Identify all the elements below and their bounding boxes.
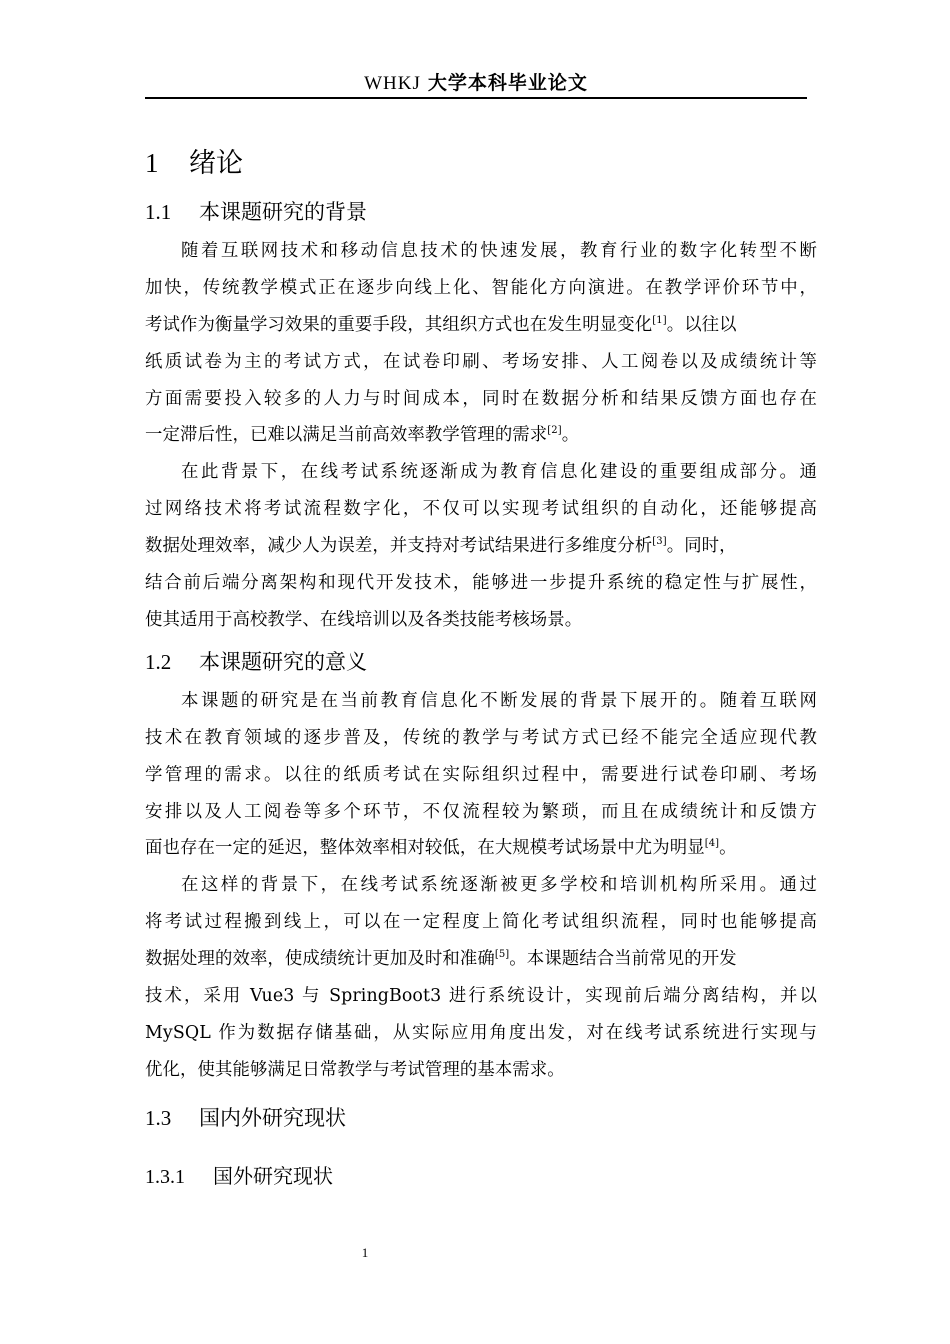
text-line: 学管理的需求。以往的纸质考试在实际组织过程中，需要进行试卷印刷、考场 bbox=[145, 764, 817, 785]
text-line bbox=[145, 417, 817, 454]
text-line: 技术，采用 Vue3 与 SpringBoot3 进行系统设计，实现前后端分离结构，并以 bbox=[145, 986, 817, 1007]
text-line: 在这样的背景下，在线考试系统逐渐被更多学校和培训机构所采用。通过 bbox=[181, 875, 817, 896]
text-line: 结合前后端分离架构和现代开发技术，能够进一步提升系统的稳定性与扩展性， bbox=[145, 573, 817, 594]
chapter-title: 绪论 bbox=[189, 148, 243, 179]
subsection-number: 1.3.1 bbox=[145, 1165, 185, 1188]
text-run: 。本课题结合当前常见的开发 bbox=[509, 949, 737, 970]
text-line: 纸质试卷为主的考试方式，在试卷印刷、考场安排、人工阅卷以及成绩统计等 bbox=[145, 351, 817, 372]
text-run: 。同时， bbox=[666, 536, 737, 557]
text-line: MySQL 作为数据存储基础，从实际应用角度出发，对在线考试系统进行实现与 bbox=[145, 1022, 817, 1043]
text-run: 面也存在一定的延迟，整体效率相对较低，在大规模考试场景中尤为明显 bbox=[145, 838, 705, 859]
section-number: 1.1 bbox=[145, 200, 172, 224]
section-title: 本课题研究的意义 bbox=[199, 649, 367, 674]
chapter-number: 1 bbox=[145, 148, 159, 178]
spacer bbox=[145, 639, 817, 647]
text-line: 过网络技术将考试流程数字化，不仅可以实现考试组织的自动化，还能够提高 bbox=[145, 499, 817, 520]
section-title: 国内外研究现状 bbox=[199, 1105, 346, 1130]
citation-marker: [1] bbox=[652, 314, 667, 326]
text-run: 考试作为衡量学习效果的重要手段，其组织方式也在发生明显变化 bbox=[145, 314, 653, 335]
spacer bbox=[145, 1139, 817, 1161]
paragraph-significance-2 bbox=[145, 867, 817, 1088]
text-line: 技术在教育领域的逐步普及，传统的教学与考试方式已经不能完全适应现代教 bbox=[145, 727, 817, 748]
text-line bbox=[145, 528, 817, 565]
page-number: 1 bbox=[361, 1245, 369, 1260]
section-number: 1.2 bbox=[145, 649, 172, 674]
subsection-title: 国外研究现状 bbox=[213, 1163, 333, 1188]
text-line: 将考试过程搬到线上，可以在一定程度上简化考试组织流程，同时也能够提高 bbox=[145, 912, 817, 933]
header-rule bbox=[145, 97, 807, 99]
text-run: 数据处理的效率，使成绩统计更加及时和准确 bbox=[145, 949, 495, 970]
citation-marker: [5] bbox=[494, 949, 510, 961]
text-line bbox=[145, 830, 817, 867]
header-thesis-label: 大学本科毕业论文 bbox=[427, 72, 588, 94]
section-heading-1-2 bbox=[145, 647, 817, 677]
text-line: 安排以及人工阅卷等多个环节，不仅流程较为繁琐，而且在成绩统计和反馈方 bbox=[145, 801, 817, 822]
text-line: 方面需要投入较多的人力与时间成本，同时在数据分析和结果反馈方面也存在 bbox=[145, 388, 817, 409]
text-line bbox=[145, 941, 817, 978]
subsection-heading-1-3-1 bbox=[145, 1161, 817, 1191]
text-line: 使其适用于高校教学、在线培训以及各类技能考核场景。 bbox=[145, 609, 583, 630]
text-line: 在此背景下，在线考试系统逐渐成为教育信息化建设的重要组成部分。通 bbox=[181, 462, 817, 483]
page-body bbox=[145, 143, 817, 1191]
text-line: 本课题的研究是在当前教育信息化不断发展的背景下展开的。随着互联网 bbox=[181, 690, 817, 711]
paragraph-background-2 bbox=[145, 454, 817, 638]
citation-marker: [2] bbox=[547, 425, 562, 437]
chapter-heading bbox=[145, 143, 817, 183]
citation-marker: [3] bbox=[652, 536, 667, 548]
text-line: 优化，使其能够满足日常教学与考试管理的基本需求。 bbox=[145, 1059, 565, 1080]
section-heading-1-3 bbox=[145, 1103, 817, 1133]
text-run: 一定滞后性，已难以满足当前高效率教学管理的需求 bbox=[145, 425, 548, 446]
text-line bbox=[145, 307, 817, 344]
text-run: 。以往以 bbox=[666, 314, 737, 335]
header-university-code: WHKJ bbox=[364, 73, 421, 94]
spacer bbox=[145, 1089, 817, 1103]
running-header bbox=[145, 70, 807, 97]
text-run: 数据处理效率，减少人为误差，并支持对考试结果进行多维度分析 bbox=[145, 536, 653, 557]
section-title: 本课题研究的背景 bbox=[199, 200, 367, 224]
text-line: 加快，传统教学模式正在逐步向线上化、智能化方向演进。在教学评价环节中， bbox=[145, 277, 817, 298]
citation-marker: [4] bbox=[704, 838, 720, 850]
section-number: 1.3 bbox=[145, 1105, 172, 1130]
text-run: 。 bbox=[561, 425, 580, 446]
section-heading-1-1 bbox=[145, 197, 817, 227]
text-line: 随着互联网技术和移动信息技术的快速发展，教育行业的数字化转型不断 bbox=[181, 241, 817, 261]
paragraph-background-1 bbox=[145, 233, 817, 454]
text-run: 。 bbox=[719, 838, 737, 859]
paragraph-significance-1 bbox=[145, 683, 817, 867]
